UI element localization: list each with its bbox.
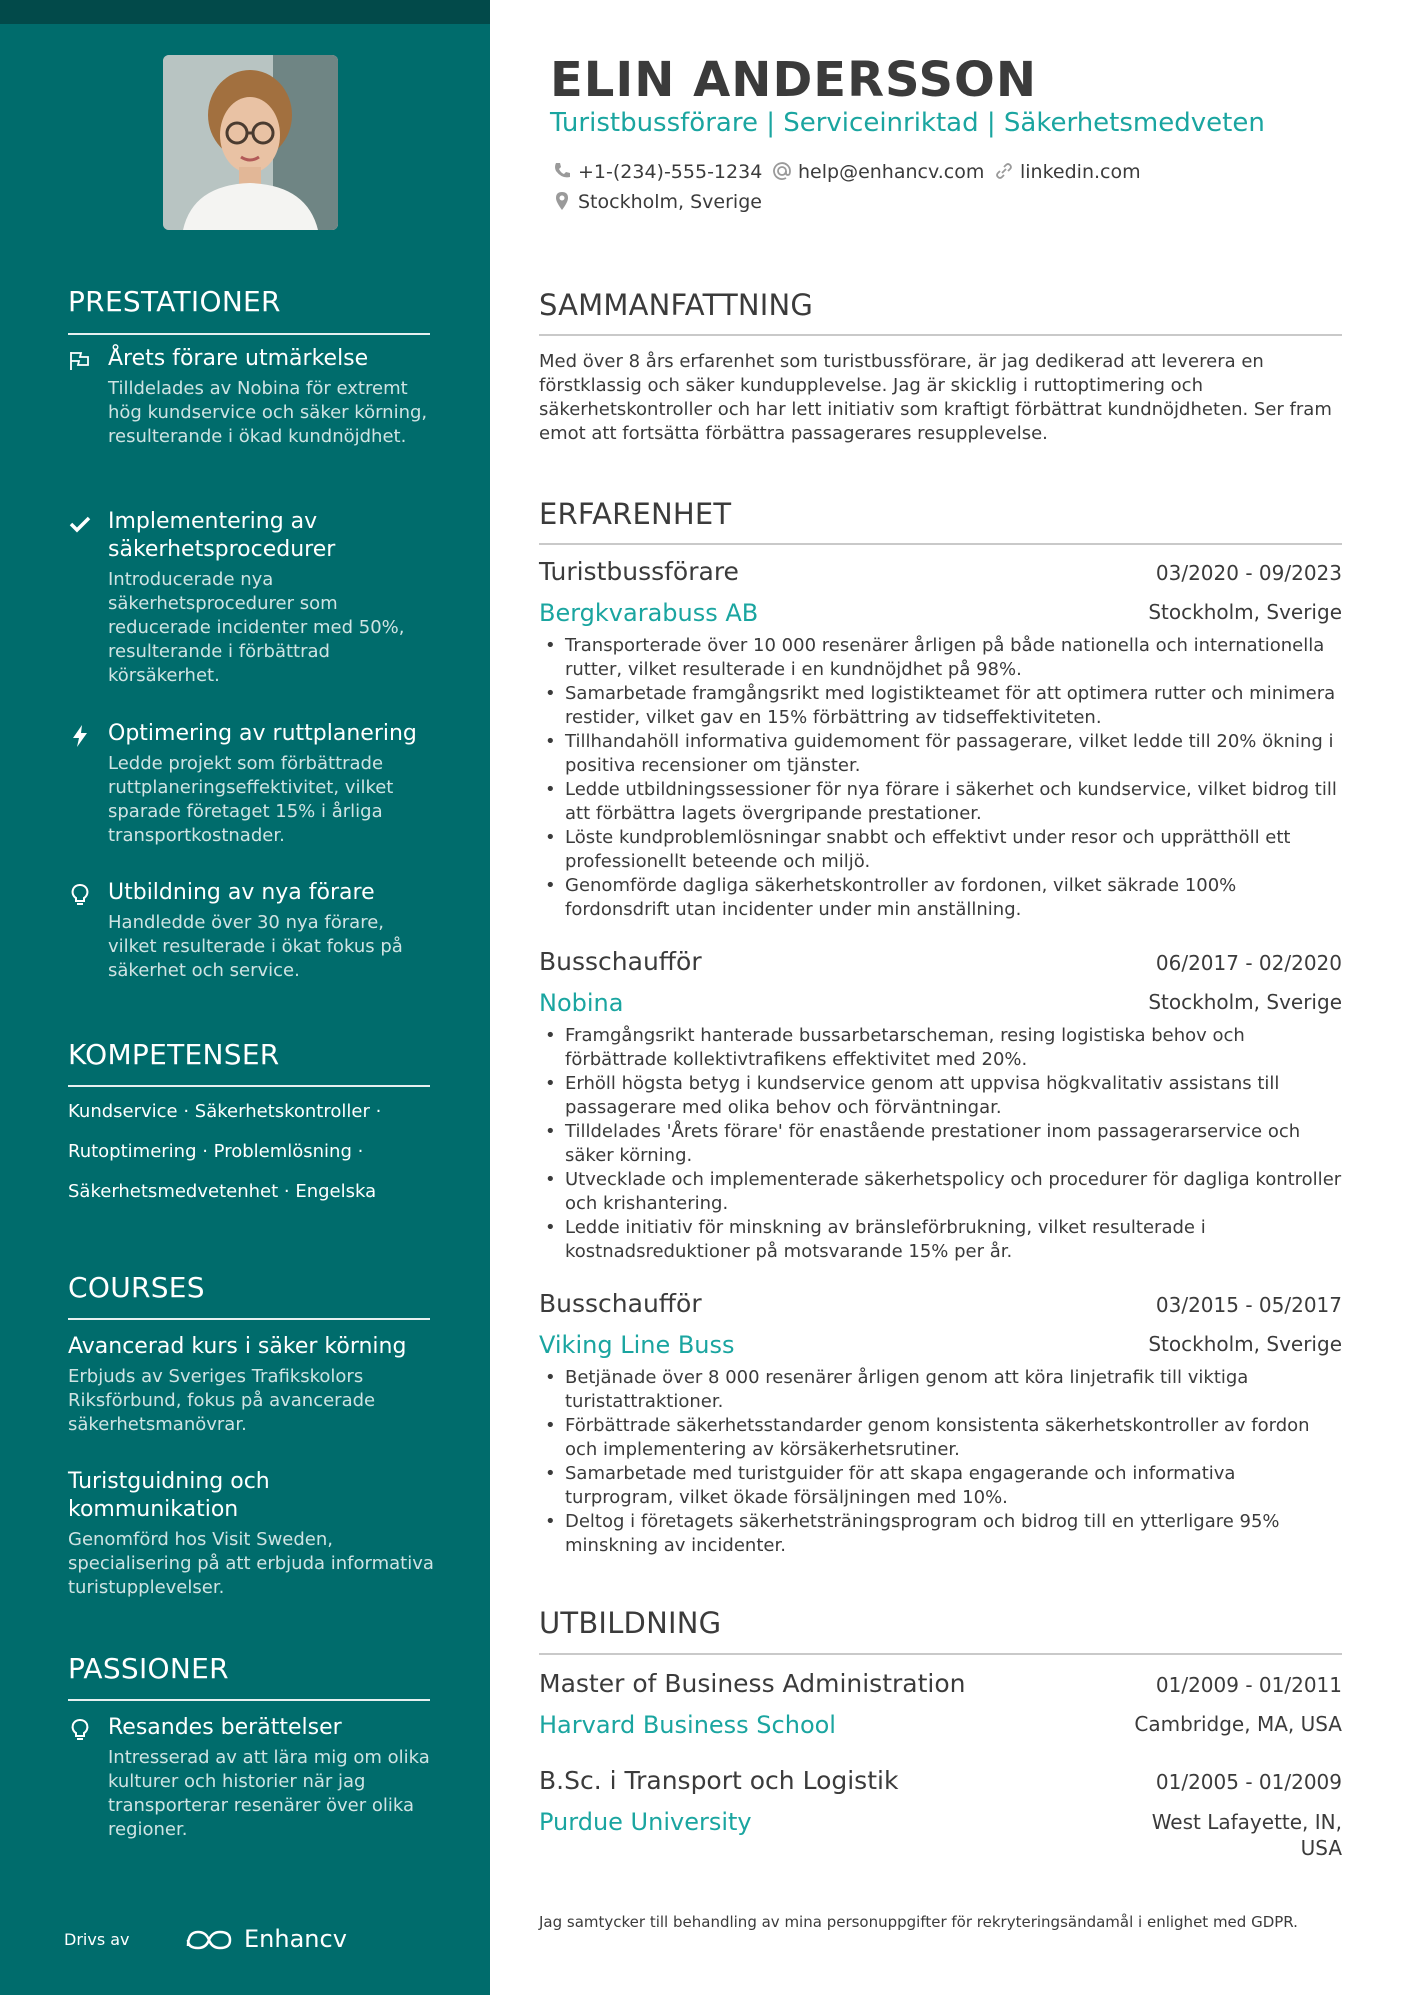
footer-brand[interactable]: Enhancv <box>244 1925 347 1953</box>
achievement-desc: Tilldelades av Nobina för extremt hög kundservice och säker körning, resulterande i ökad kundnöjdhet. <box>108 378 428 447</box>
lightbulb-icon <box>68 1718 92 1742</box>
achievement-title: Optimering av ruttplanering <box>108 721 417 746</box>
passion-item <box>68 1714 438 1842</box>
job-bullets <box>539 634 1342 922</box>
summary-divider <box>539 334 1342 336</box>
job-bullet: • Framgångsrikt hanterade bussarbetarscheman, resing logistiska behov och förbättrade kollektivtrafikens effektivitet med 20%. <box>565 1024 1342 1072</box>
candidate-name: ELIN ANDERSSON <box>550 52 1037 108</box>
job-bullet: • Transporterade över 10 000 resenärer årligen på både nationella och internationella rutter, vilket resulterade i en kundnöjdhet på 98%. <box>565 634 1342 682</box>
flag-icon <box>68 349 92 373</box>
course-desc: Erbjuds av Sveriges Trafikskolors Riksförbund, fokus på avancerade säkerhetsmanövrar. <box>68 1366 376 1435</box>
location-pin-icon <box>552 191 572 211</box>
job-dates: 03/2020 - 09/2023 <box>1155 561 1342 585</box>
job-company[interactable]: Nobina <box>539 989 624 1017</box>
job-bullet: • Tilldelades 'Årets förare' för enastående prestationer inom passagerarservice och säker körning. <box>565 1120 1342 1168</box>
job-bullet: • Samarbetade framgångsrikt med logistikteamet för att optimera rutter och minimera restider, vilket gav en 15% förbättring av tidseffektiviteten. <box>565 682 1342 730</box>
candidate-headline: Turistbussförare | Serviceinriktad | Säkerhetsmedveten <box>550 108 1265 138</box>
linkedin-text: linkedin.com <box>1020 161 1141 183</box>
job-bullet: • Erhöll högsta betyg i kundservice genom att uppvisa högkvalitativ assistans till passagerare med olika behov och förväntningar. <box>565 1072 1342 1120</box>
job-bullet: • Genomförde dagliga säkerhetskontroller av fordonen, vilket säkrade 100% fordonsdrift utan incidenter under min anställning. <box>565 874 1342 922</box>
skills-line: Kundservice · Säkerhetskontroller · <box>68 1101 382 1122</box>
education-title: UTBILDNING <box>539 1606 722 1640</box>
job-bullets <box>539 1024 1342 1264</box>
contact-location <box>552 191 762 213</box>
job-title: Busschaufför <box>539 947 702 976</box>
job-bullet: • Förbättrade säkerhetsstandarder genom konsistenta säkerhetskontroller av fordon och implementering av körsäkerhetsrutiner. <box>565 1414 1342 1462</box>
course-desc: Genomförd hos Visit Sweden, specialisering på att erbjuda informativa turistupplevelser. <box>68 1529 434 1598</box>
achievement-item <box>68 345 438 449</box>
education-degree: B.Sc. i Transport och Logistik <box>539 1766 899 1795</box>
job-location: Stockholm, Sverige <box>1148 600 1342 624</box>
check-icon <box>68 512 92 536</box>
achievement-item <box>68 720 438 848</box>
education-location: West Lafayette, IN, USA <box>1151 1810 1342 1860</box>
job-bullets <box>539 1366 1342 1558</box>
education-degree: Master of Business Administration <box>539 1669 966 1698</box>
job-dates: 06/2017 - 02/2020 <box>1155 951 1342 975</box>
link-icon <box>994 161 1014 181</box>
course-title: Avancerad kurs i säker körning <box>68 1334 407 1359</box>
achievements-divider <box>68 333 430 335</box>
job-bullet: • Betjänade över 8 000 resenärer årligen genom att köra linjetrafik till viktiga turistattraktioner. <box>565 1366 1342 1414</box>
education-dates: 01/2009 - 01/2011 <box>1155 1673 1342 1697</box>
contact-linkedin[interactable] <box>994 161 1141 183</box>
contact-email[interactable] <box>772 161 984 183</box>
sidebar-top-bar <box>0 0 490 24</box>
education-dates: 01/2005 - 01/2009 <box>1155 1770 1342 1794</box>
achievement-desc: Introducerade nya säkerhetsprocedurer som reducerade incidenter med 50%, resulterande i förbättrad körsäkerhet. <box>108 569 405 686</box>
achievement-item <box>68 508 438 688</box>
courses-title: COURSES <box>68 1271 205 1304</box>
skills-line: Rutoptimering · Problemlösning · <box>68 1141 364 1162</box>
job-company[interactable]: Bergkvarabuss AB <box>539 599 759 627</box>
job-dates: 03/2015 - 05/2017 <box>1155 1293 1342 1317</box>
passion-desc: Intresserad av att lära mig om olika kulturer och historier när jag transporterar resenärer över olika regioner. <box>108 1747 430 1840</box>
footer-powered-by: Drivs av <box>64 1930 130 1949</box>
achievement-item <box>68 879 438 983</box>
education-school[interactable]: Harvard Business School <box>539 1711 836 1739</box>
lightbulb-icon <box>68 883 92 907</box>
bolt-icon <box>68 724 92 748</box>
education-divider <box>539 1653 1342 1655</box>
course-item <box>68 1333 438 1437</box>
achievement-desc: Handledde över 30 nya förare, vilket resulterade i ökat fokus på säkerhet och service. <box>108 912 403 981</box>
job-bullet: • Tillhandahöll informativa guidemoment för passagerare, vilket ledde till 20% ökning i positiva recensioner om tjänster. <box>565 730 1342 778</box>
job-bullet: • Ledde utbildningssessioner för nya förare i säkerhet och kundservice, vilket bidrog till att förbättra lagets övergripande prestationer. <box>565 778 1342 826</box>
job-bullet: • Utvecklade och implementerade säkerhetspolicy och procedurer för dagliga kontroller och krishantering. <box>565 1168 1342 1216</box>
job-location: Stockholm, Sverige <box>1148 990 1342 1014</box>
gdpr-consent: Jag samtycker till behandling av mina personuppgifter för rekryteringsändamål i enlighet med GDPR. <box>539 1913 1298 1931</box>
passion-title: Resandes berättelser <box>108 1715 342 1740</box>
experience-divider <box>539 543 1342 545</box>
job-bullet: • Löste kundproblemlösningar snabbt och effektivt under resor och upprätthöll ett professionellt beteende och miljö. <box>565 826 1342 874</box>
course-item <box>68 1468 438 1600</box>
phone-text: +1-(234)-555-1234 <box>578 161 763 183</box>
education-location: Cambridge, MA, USA <box>1134 1712 1342 1736</box>
achievement-title: Årets förare utmärkelse <box>108 346 369 371</box>
skills-list <box>68 1092 438 1212</box>
achievements-title: PRESTATIONER <box>68 285 281 318</box>
summary-text: Med över 8 års erfarenhet som turistbussförare, är jag dedikerad att leverera en förstklassig och säker kundupplevelse. Jag är skicklig i ruttoptimering och säkerhetskontroller och har lett initiativ som kraftigt förbättrat kundnöjdheten. Ser fram emot att fortsätta förbättra passagerares resupplevelse. <box>539 351 1332 444</box>
email-text: help@enhancv.com <box>798 161 985 183</box>
skills-line: Säkerhetsmedvetenhet · Engelska <box>68 1181 377 1202</box>
summary-title: SAMMANFATTNING <box>539 288 814 322</box>
job-location: Stockholm, Sverige <box>1148 1332 1342 1356</box>
job-title: Turistbussförare <box>539 557 739 586</box>
education-school[interactable]: Purdue University <box>539 1808 752 1836</box>
phone-icon <box>552 161 572 181</box>
skills-divider <box>68 1085 430 1087</box>
job-title: Busschaufför <box>539 1289 702 1318</box>
skills-title: KOMPETENSER <box>68 1038 280 1071</box>
job-bullet: • Samarbetade med turistguider för att skapa engagerande och informativa turprogram, vilket ökade försäljningen med 10%. <box>565 1462 1342 1510</box>
courses-divider <box>68 1318 430 1320</box>
passions-divider <box>68 1699 430 1701</box>
achievement-title: Implementering av säkerhetsprocedurer <box>108 509 336 562</box>
contact-phone[interactable] <box>552 161 762 183</box>
achievement-title: Utbildning av nya förare <box>108 880 375 905</box>
passions-title: PASSIONER <box>68 1652 229 1685</box>
job-bullet: • Ledde initiativ för minskning av bränsleförbrukning, vilket resulterade i kostnadsreduktioner på motsvarande 15% per år. <box>565 1216 1342 1264</box>
course-title: Turistguidning och kommunikation <box>68 1469 270 1522</box>
experience-title: ERFARENHET <box>539 497 732 531</box>
location-text: Stockholm, Sverige <box>578 191 762 213</box>
at-icon <box>772 161 792 181</box>
achievement-desc: Ledde projekt som förbättrade ruttplaneringseffektivitet, vilket sparade företaget 15% i årliga transportkostnader. <box>108 753 394 846</box>
job-bullet: • Deltog i företagets säkerhetsträningsprogram och bidrog till en ytterligare 95% minskning av incidenter. <box>565 1510 1342 1558</box>
job-company[interactable]: Viking Line Buss <box>539 1331 735 1359</box>
profile-photo <box>163 55 338 230</box>
